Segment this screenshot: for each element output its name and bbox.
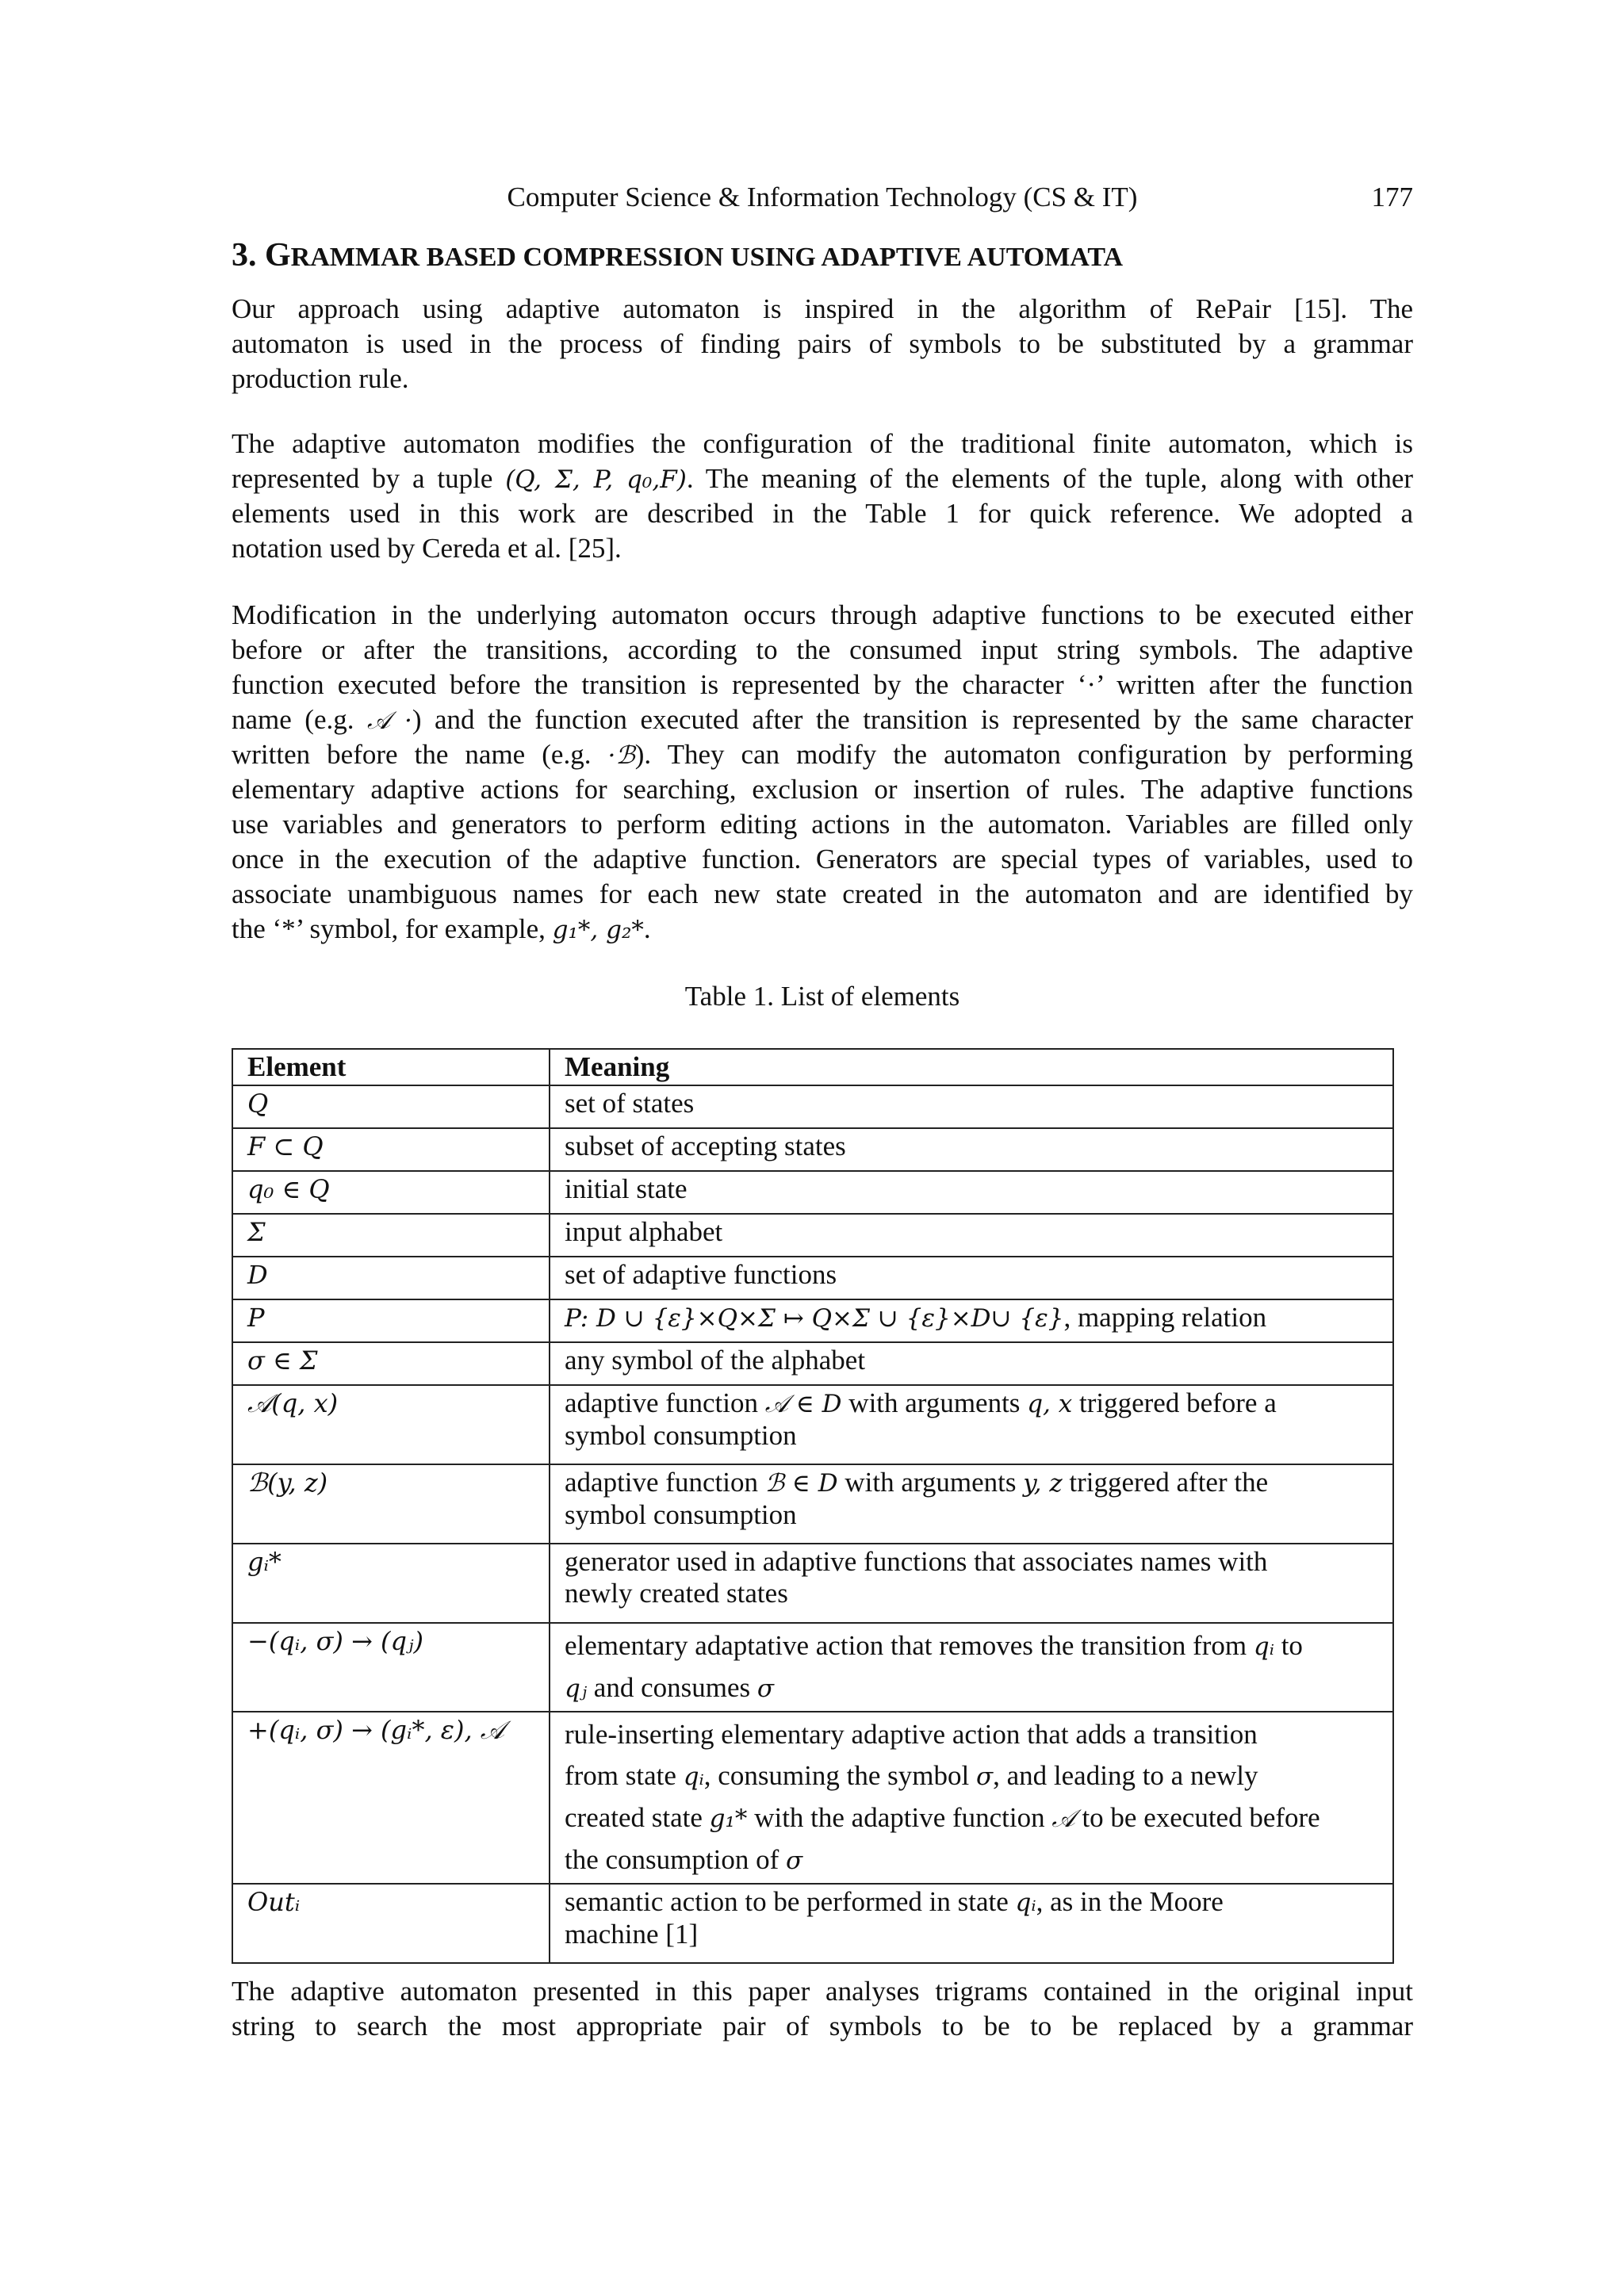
text-run: machine [1]	[565, 1919, 699, 1950]
meaning-cell: subset of accepting states	[550, 1128, 1393, 1171]
text-run: from state	[565, 1760, 684, 1791]
section-title-initial: G	[265, 237, 291, 274]
paragraph-line: use variables and generators to perform editing actions in the automaton. Variables are filled only	[232, 809, 1413, 840]
mapping-math: P: D ∪ {ε}×Q×Σ ↦ Q×Σ ∪ {ε}×D∪ {ε}	[565, 1304, 1064, 1333]
text-run: adaptive function	[565, 1467, 765, 1498]
text-run: semantic action to be performed in state	[565, 1886, 1016, 1917]
math-run: σ	[786, 1846, 803, 1875]
text-run: , and leading to a newly	[993, 1760, 1258, 1791]
paragraph-line: Our approach using adaptive automaton is inspired in the algorithm of RePair [15]. The	[232, 293, 1413, 324]
section-heading	[232, 235, 1413, 278]
paragraph-1	[232, 292, 1413, 396]
text-run: ). They can modify the automaton configuration by performing	[634, 739, 1413, 770]
element-cell: F ⊂ Q	[232, 1128, 550, 1171]
table-row	[232, 1214, 1393, 1257]
math-run: q, x	[1027, 1390, 1073, 1418]
meaning-cell	[550, 1623, 1393, 1712]
meaning-cell	[550, 1544, 1393, 1623]
element-cell: ℬ(y, z)	[232, 1464, 550, 1544]
header-element: Element	[232, 1049, 550, 1085]
element-cell: +(qᵢ, σ) → (gᵢ*, ε), 𝒜	[232, 1712, 550, 1884]
paragraph-line	[232, 702, 1413, 737]
paragraph-line	[232, 912, 1413, 947]
text-run: generator used in adaptive functions that associates names with	[565, 1546, 1268, 1577]
function-a-math: 𝒜 ·	[367, 706, 412, 735]
table-row	[232, 1128, 1393, 1171]
paragraph-line: Modification in the underlying automaton occurs through adaptive functions to be executed either	[232, 599, 1413, 630]
journal-name: Computer Science & Information Technology (CS & IT)	[507, 182, 1138, 212]
table-caption: Table 1. List of elements	[684, 981, 960, 1012]
elements-table	[232, 1048, 1394, 1964]
text-run: symbol consumption	[565, 1499, 797, 1530]
text-run: .	[643, 913, 651, 944]
table-row	[232, 1171, 1393, 1214]
section-number: 3.	[232, 237, 257, 274]
meaning-cell	[550, 1385, 1393, 1464]
text-run: and consumes	[587, 1672, 757, 1703]
paragraph-line	[232, 461, 1413, 496]
paragraph-line: production rule.	[232, 363, 409, 394]
table-row	[232, 1299, 1393, 1342]
table-row	[232, 1464, 1393, 1544]
math-run: qᵢ	[1015, 1888, 1036, 1917]
meaning-cell: set of states	[550, 1085, 1393, 1128]
text-run: to	[1274, 1630, 1303, 1661]
text-run: represented by a tuple	[232, 463, 506, 494]
text-run: , as in the Moore	[1036, 1886, 1224, 1917]
math-run: qᵢ	[683, 1762, 704, 1791]
text-run: the ‘*’ symbol, for example,	[232, 913, 553, 944]
table-row	[232, 1712, 1393, 1884]
table-row	[232, 1342, 1393, 1385]
math-run: σ	[975, 1762, 994, 1791]
element-cell: Outᵢ	[232, 1884, 550, 1963]
text-run: adaptive function	[565, 1387, 765, 1418]
table-row	[232, 1385, 1393, 1464]
table-row	[232, 1623, 1393, 1712]
math-run: 𝒜	[1051, 1804, 1075, 1833]
meaning-cell: any symbol of the alphabet	[550, 1342, 1393, 1385]
function-b-math: ·ℬ	[607, 741, 635, 770]
header-meaning: Meaning	[550, 1049, 1393, 1085]
math-run: σ	[756, 1674, 775, 1703]
meaning-cell	[550, 1464, 1393, 1544]
text-run: to be executed before	[1074, 1802, 1320, 1833]
element-cell: D	[232, 1257, 550, 1299]
math-run: y, z	[1023, 1469, 1063, 1498]
text-run: rule-inserting elementary adaptive action that adds a transition	[565, 1719, 1258, 1750]
text-run: . The meaning of the elements of the tuple, along with other	[686, 463, 1414, 494]
element-cell: 𝒜(q, x)	[232, 1385, 550, 1464]
generator-math: g₁*, g₂*	[552, 916, 644, 944]
element-cell: Q	[232, 1085, 550, 1128]
element-cell: gᵢ*	[232, 1544, 550, 1623]
text-run: elementary adaptative action that removes the transition from	[565, 1630, 1254, 1661]
text-run: triggered before a	[1072, 1387, 1277, 1418]
text-run: newly created states	[565, 1578, 788, 1609]
paragraph-line: The adaptive automaton presented in this paper analyses trigrams contained in the original input	[232, 1976, 1413, 2007]
paragraph-line: function executed before the transition is represented by the character ‘·’ written after the function	[232, 669, 1413, 700]
math-run: 𝒜 ∈ D	[764, 1390, 842, 1418]
text-run: written before the name (e.g.	[232, 739, 608, 770]
math-run: qᵢ	[1253, 1632, 1274, 1661]
paragraph-line: The adaptive automaton modifies the configuration of the traditional finite automaton, which is	[232, 428, 1413, 459]
meaning-cell	[550, 1712, 1393, 1884]
text-run: , consuming the symbol	[703, 1760, 976, 1791]
table-header-row	[232, 1049, 1393, 1085]
text-run: with the adaptive function	[747, 1802, 1052, 1833]
element-cell: q₀ ∈ Q	[232, 1171, 550, 1214]
text-run: with arguments	[837, 1467, 1024, 1498]
paragraph-3	[232, 598, 1413, 947]
meaning-cell: set of adaptive functions	[550, 1257, 1393, 1299]
page-number: 177	[1371, 182, 1413, 212]
paragraph-4	[232, 1974, 1413, 2044]
meaning-cell	[550, 1884, 1393, 1963]
math-run: qⱼ	[565, 1674, 588, 1703]
table-row	[232, 1257, 1393, 1299]
paragraph-line: string to search the most appropriate pair of symbols to be to be replaced by a grammar	[232, 2011, 1413, 2042]
element-cell: Σ	[232, 1214, 550, 1257]
paragraph-line: elementary adaptive actions for searching, exclusion or insertion of rules. The adaptive functions	[232, 774, 1413, 805]
text-run: the consumption of	[565, 1844, 786, 1875]
meaning-cell: initial state	[550, 1171, 1393, 1214]
running-header	[232, 182, 1413, 221]
paragraph-line: automaton is used in the process of finding pairs of symbols to be substituted by a grammar	[232, 328, 1413, 359]
math-run: g₁*	[709, 1804, 748, 1833]
element-cell: −(qᵢ, σ) → (qⱼ)	[232, 1623, 550, 1712]
text-run: name (e.g.	[232, 704, 368, 735]
paragraph-2	[232, 427, 1413, 566]
table-row	[232, 1544, 1393, 1623]
text-run: ) and the function executed after the transition is represented by the same character	[412, 704, 1413, 735]
paragraph-line: notation used by Cereda et al. [25].	[232, 533, 622, 564]
text-run: triggered after the	[1062, 1467, 1269, 1498]
element-cell: P	[232, 1299, 550, 1342]
element-cell: σ ∈ Σ	[232, 1342, 550, 1385]
tuple-math: (Q, Σ, P, q₀,F)	[505, 465, 687, 494]
section-title-rest: RAMMAR BASED COMPRESSION USING ADAPTIVE AUTOMATA	[290, 243, 1124, 272]
meaning-cell	[550, 1299, 1393, 1342]
text-run: created state	[565, 1802, 710, 1833]
paragraph-line: once in the execution of the adaptive function. Generators are special types of variables, used to	[232, 844, 1413, 874]
paragraph-line	[232, 737, 1413, 772]
text-run: with arguments	[841, 1387, 1028, 1418]
paragraph-line: before or after the transitions, according to the consumed input string symbols. The adaptive	[232, 634, 1413, 665]
meaning-cell: input alphabet	[550, 1214, 1393, 1257]
paragraph-line: elements used in this work are described in the Table 1 for quick reference. We adopted a	[232, 498, 1413, 529]
table-row	[232, 1884, 1393, 1963]
table-row	[232, 1085, 1393, 1128]
text-run: , mapping relation	[1063, 1302, 1267, 1333]
text-run: symbol consumption	[565, 1420, 797, 1451]
math-run: ℬ ∈ D	[764, 1469, 838, 1498]
paragraph-line: associate unambiguous names for each new state created in the automaton and are identified by	[232, 878, 1413, 909]
